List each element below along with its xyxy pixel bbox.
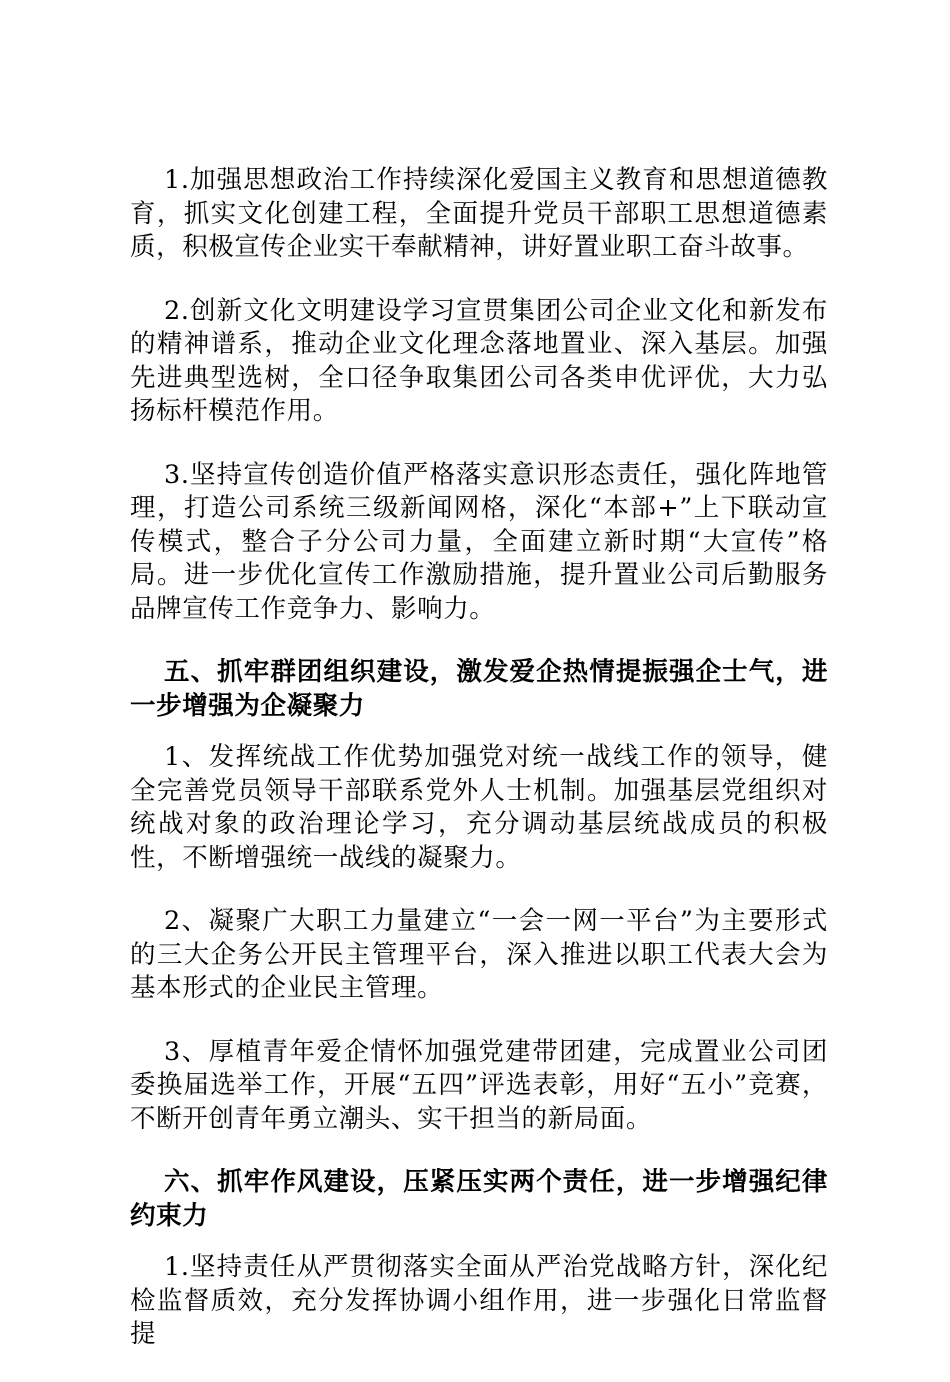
paragraph-3: 3.坚持宣传创造价值严格落实意识形态责任，强化阵地管理，打造公司系统三级新闻网格，深化“本部+”上下联动宣传模式，整合子分公司力量，全面建立新时期“大宣传”格局。进一步优化宣传工作激励措施，提升置业公司后勤服务品牌宣传工作竞争力、影响力。 [130,459,828,624]
paragraph-5: 2、凝聚广大职工力量建立“一会一网一平台”为主要形式的三大企务公开民主管理平台，深入推进以职工代表大会为基本形式的企业民主管理。 [130,906,828,1003]
paragraph-2: 2.创新文化文明建设学习宣贯集团公司企业文化和新发布的精神谱系，推动企业文化理念落地置业、深入基层。加强先进典型选树，全口径争取集团公司各类申优评优，大力弘扬标杆模范作用。 [130,295,828,426]
section-heading-5: 五、抓牢群团组织建设，激发爱企热情提振强企士气，进一步增强为企凝聚力 [130,657,828,721]
paragraph-6: 3、厚植青年爱企情怀加强党建带团建，完成置业公司团委换届选举工作，开展“五四”评选表彰，用好“五小”竞赛，不断开创青年勇立潮头、实干担当的新局面。 [130,1036,828,1134]
paragraph-7: 1.坚持责任从严贯彻落实全面从严治党战略方针，深化纪检监督质效，充分发挥协调小组作用，进一步强化日常监督提 [130,1252,828,1349]
section-heading-6: 六、抓牢作风建设，压紧压实两个责任，进一步增强纪律约束力 [130,1167,828,1231]
paragraph-1: 1.加强思想政治工作持续深化爱国主义教育和思想道德教育，抓实文化创建工程，全面提升党员干部职工思想道德素质，积极宣传企业实干奉献精神，讲好置业职工奋斗故事。 [130,165,828,262]
document-page [130,164,828,1382]
paragraph-4: 1、发挥统战工作优势加强党对统一战线工作的领导，健全完善党员领导干部联系党外人士机制。加强基层党组织对统战对象的政治理论学习，充分调动基层统战成员的积极性，不断增强统一战线的凝聚力。 [130,742,828,873]
